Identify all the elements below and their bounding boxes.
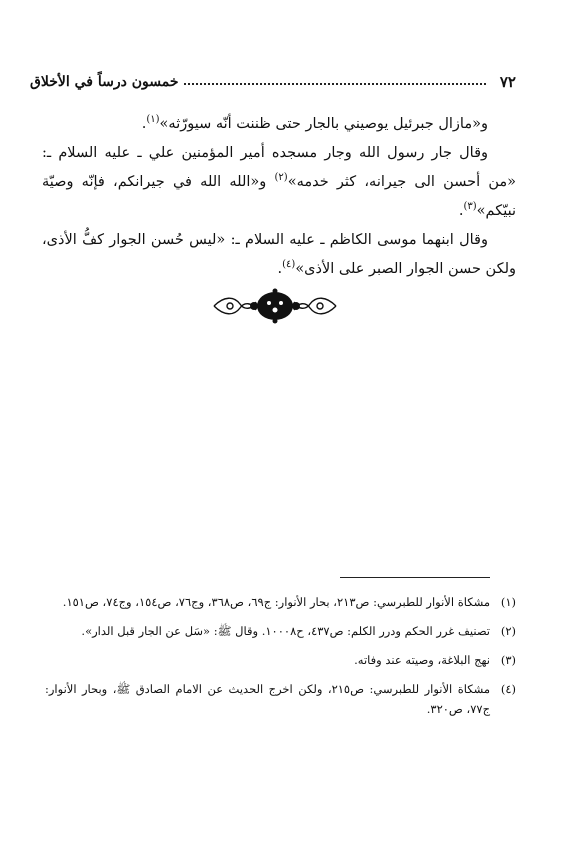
page-number: ٧٢ bbox=[499, 73, 516, 91]
paragraph-text: و«الله الله في جيرانكم، فإنّه وصيّة نبيّكم» bbox=[42, 174, 516, 219]
footnotes bbox=[45, 592, 516, 728]
footnote-ref: (٤) bbox=[282, 259, 296, 271]
footnote-number: (٣) bbox=[500, 653, 516, 667]
footnote bbox=[45, 650, 516, 670]
paragraph: وقال ابنهما موسى الكاظم ـ عليه السلام ـ: «ليس حُسن الجوار كفُّ الأذى، ولكن حسن الجوار الصبر على الأذى»$^{(٤)}$. bbox=[42, 232, 516, 277]
footnote-ref: (١) bbox=[146, 114, 160, 126]
book-title: خمسون درساً في الأخلاق bbox=[30, 74, 179, 90]
running-header bbox=[30, 70, 516, 94]
footnote-text: مشكاة الأنوار للطبرسي: ص٢١٥، ولكن اخرج الحديث عن الامام الصادق ﷺ، وبحار الأنوار: ج٧٧، ص٣٢٠. bbox=[45, 682, 491, 716]
paragraph-text: و«مازال جبرئيل يوصيني بالجار حتى ظننت أنّه سيورّثه» bbox=[159, 116, 488, 132]
footnote-ref: (٣) bbox=[463, 201, 477, 213]
footnote-number: (٢) bbox=[500, 624, 516, 638]
footnote bbox=[45, 621, 516, 641]
footnote bbox=[45, 592, 516, 612]
footnote-text: تصنيف غرر الحكم ودرر الكلم: ص٤٣٧، ح١٠٠٠٨. وقال ﷺ: «سَل عن الجار قبل الدار». bbox=[81, 624, 490, 638]
footnote-text: مشكاة الأنوار للطبرسي: ص٢١٣، بحار الأنوار: ج٦٩، ص٣٦٨، وج٧٦، ص١٥٤، وج٧٤، ص١٥١. bbox=[62, 595, 490, 609]
footnote-separator bbox=[340, 577, 490, 578]
footnote-number: (١) bbox=[500, 595, 516, 609]
footnote-text: نهج البلاغة، وصيته عند وفاته. bbox=[354, 653, 490, 667]
paragraph-text: وقال جار رسول الله وجار مسجده أمير المؤمنين علي ـ عليه السلام ـ: «من أحسن الى جيرانه، كثر خدمه» bbox=[42, 145, 517, 190]
footnote-number: (٤) bbox=[500, 682, 516, 696]
footnote-ref: (٢) bbox=[274, 172, 288, 184]
footnote bbox=[45, 679, 516, 719]
paragraph-text: وقال ابنهما موسى الكاظم ـ عليه السلام ـ: «ليس حُسن الجوار كفُّ الأذى، ولكن حسن الجوار الصبر على الأذى» bbox=[42, 232, 516, 277]
header-dot-leader bbox=[184, 83, 485, 85]
paragraph: و«مازال جبرئيل يوصيني بالجار حتى ظننت أنّه سيورّثه»$^{(١)}$. bbox=[141, 114, 488, 132]
paragraph: وقال جار رسول الله وجار مسجده أمير المؤمنين علي ـ عليه السلام ـ: «من أحسن الى جيرانه، كثر خدمه»$^{(٢)}$ و«الله الله في جيرانكم، فإنّه وصيّة نبيّكم»$^{(٣)}$. bbox=[42, 145, 517, 219]
main-text bbox=[42, 110, 516, 284]
decorative-ornament-icon bbox=[210, 288, 340, 324]
